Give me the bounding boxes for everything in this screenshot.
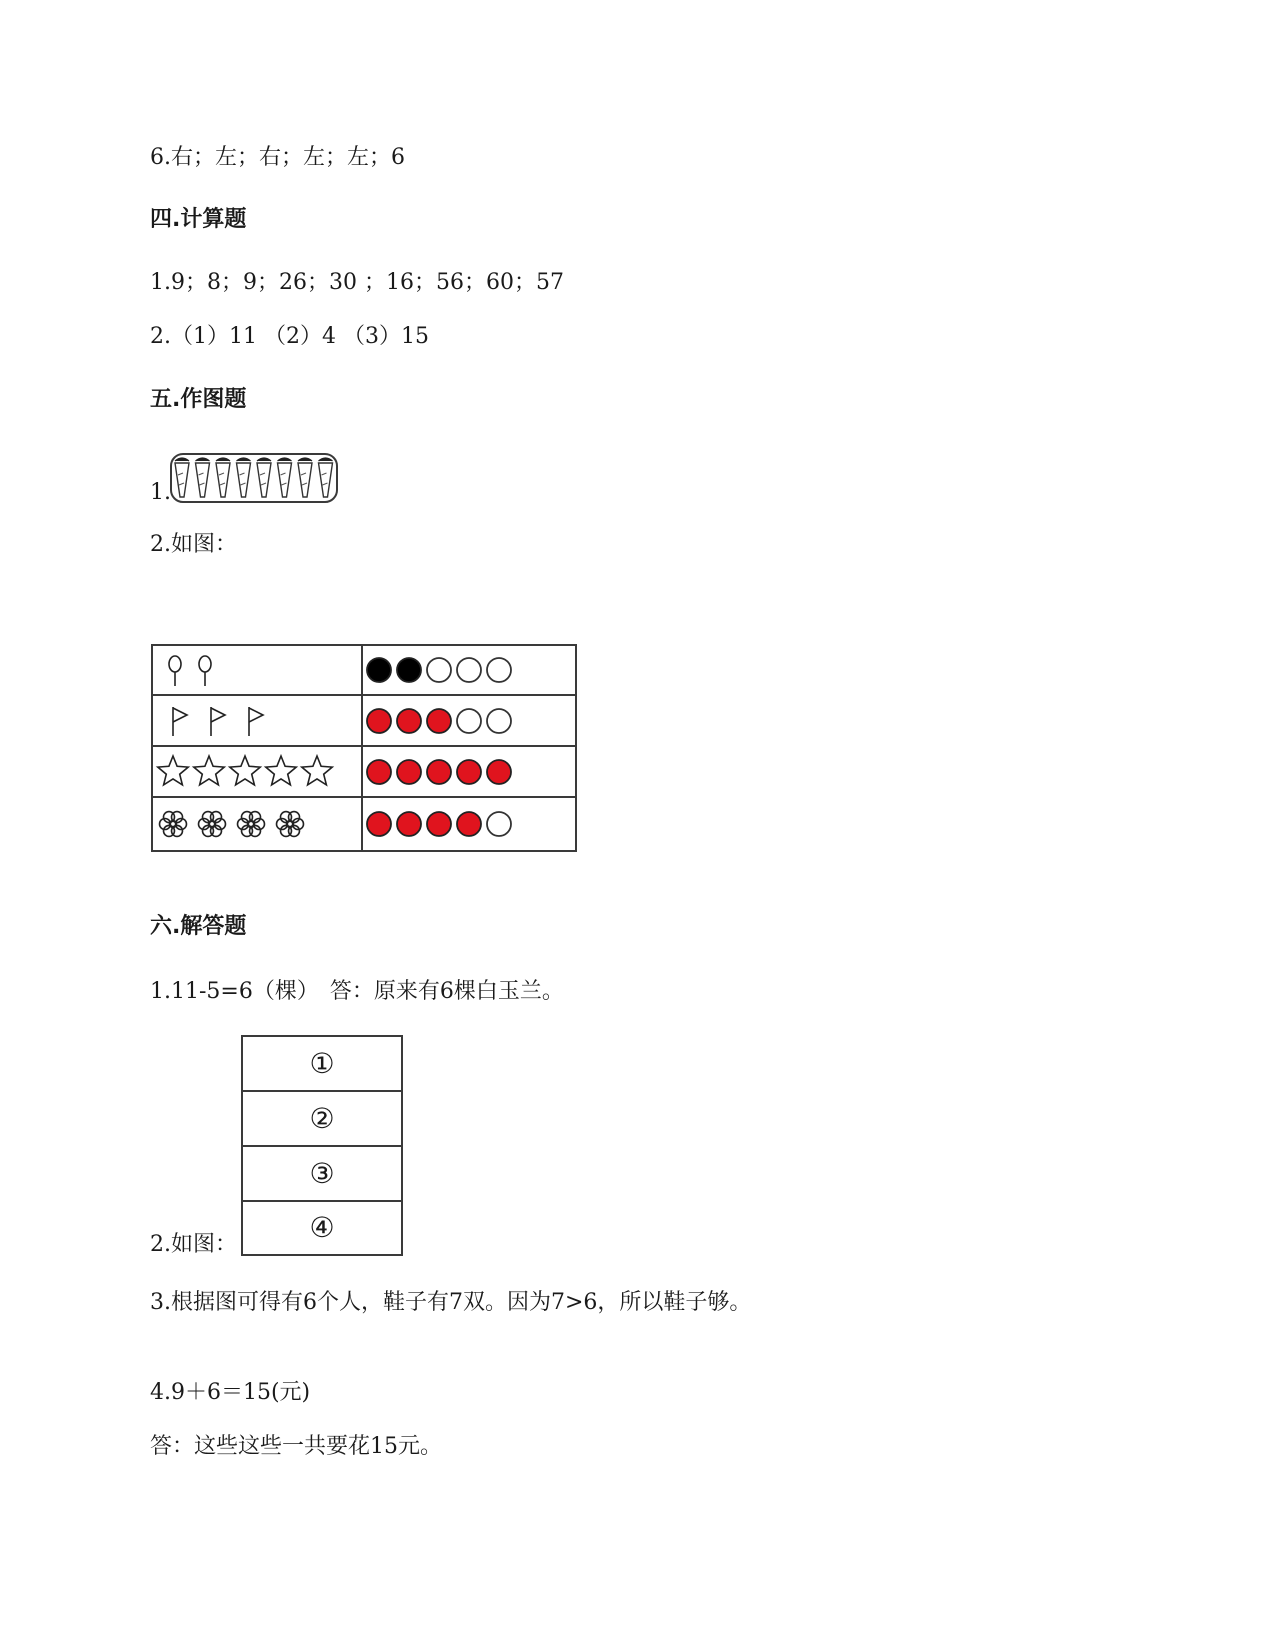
carrot-icon xyxy=(278,458,292,497)
section-4-answer-2: 2.（1）11 （2）4 （3）15 xyxy=(150,324,429,349)
filled-dot xyxy=(397,658,421,682)
empty-dot xyxy=(427,658,451,682)
filled-dot xyxy=(427,760,451,784)
section-5-answer-2-label: 2.如图： xyxy=(150,532,237,557)
flag-icon xyxy=(173,707,187,736)
filled-dot xyxy=(397,812,421,836)
carrot-icon xyxy=(175,458,189,497)
section-5-title: 五.作图题 xyxy=(150,387,247,412)
filled-dot xyxy=(427,709,451,733)
empty-dot xyxy=(487,812,511,836)
matching-table xyxy=(151,644,579,854)
balloon-icon xyxy=(199,656,211,686)
ordinal-box-4: ④ xyxy=(309,1211,335,1244)
ordinal-box-1: ① xyxy=(243,1037,401,1092)
section-6-title: 六.解答题 xyxy=(150,914,247,939)
flower-icon xyxy=(160,812,187,837)
flag-icon xyxy=(249,707,263,736)
ordinal-box-2: ② xyxy=(243,1092,401,1147)
filled-dot xyxy=(367,709,391,733)
flower-icon xyxy=(277,812,304,837)
flower-icon xyxy=(238,812,265,837)
section-4-title: 四.计算题 xyxy=(150,207,247,232)
carrot-icon xyxy=(216,458,230,497)
star-icon xyxy=(194,756,224,785)
answer-6: 6.右；左；右；左；左；6 xyxy=(150,145,405,170)
section-5-answer-1-label: 1. xyxy=(150,480,171,505)
empty-dot xyxy=(457,709,481,733)
ordinal-box-stack xyxy=(241,1035,403,1256)
section-6-answer-3: 3.根据图可得有6个人，鞋子有7双。因为7>6，所以鞋子够。 xyxy=(150,1290,752,1315)
section-4-answer-1: 1.9；8；9；26；30 ；16；56；60；57 xyxy=(150,270,564,295)
section-6-answer-1: 1.11-5=6（棵） 答：原来有6棵白玉兰。 xyxy=(150,979,564,1004)
filled-dot xyxy=(367,812,391,836)
balloon-icon xyxy=(169,656,181,686)
section-6-answer-2-label: 2.如图： xyxy=(150,1232,237,1257)
flower-icon xyxy=(199,812,226,837)
section-6-answer-4: 4.9＋6＝15(元) xyxy=(150,1380,311,1405)
filled-dot xyxy=(457,760,481,784)
ordinal-box-3: ③ xyxy=(243,1147,401,1202)
filled-dot xyxy=(397,709,421,733)
empty-dot xyxy=(457,658,481,682)
empty-dot xyxy=(487,709,511,733)
star-icon xyxy=(230,756,260,785)
filled-dot xyxy=(367,760,391,784)
section-6-answer-4-conclusion: 答：这些这些一共要花15元。 xyxy=(150,1434,442,1459)
carrot-icon xyxy=(298,458,312,497)
star-icon xyxy=(266,756,296,785)
carrot-icon xyxy=(319,458,333,497)
carrot-group-figure xyxy=(170,453,340,505)
carrot-icon xyxy=(257,458,271,497)
star-icon xyxy=(158,756,188,785)
star-icon xyxy=(302,756,332,785)
filled-dot xyxy=(367,658,391,682)
carrot-icon xyxy=(237,458,251,497)
filled-dot xyxy=(487,760,511,784)
carrot-icon xyxy=(196,458,210,497)
filled-dot xyxy=(457,812,481,836)
empty-dot xyxy=(487,658,511,682)
flag-icon xyxy=(211,707,225,736)
filled-dot xyxy=(397,760,421,784)
filled-dot xyxy=(427,812,451,836)
